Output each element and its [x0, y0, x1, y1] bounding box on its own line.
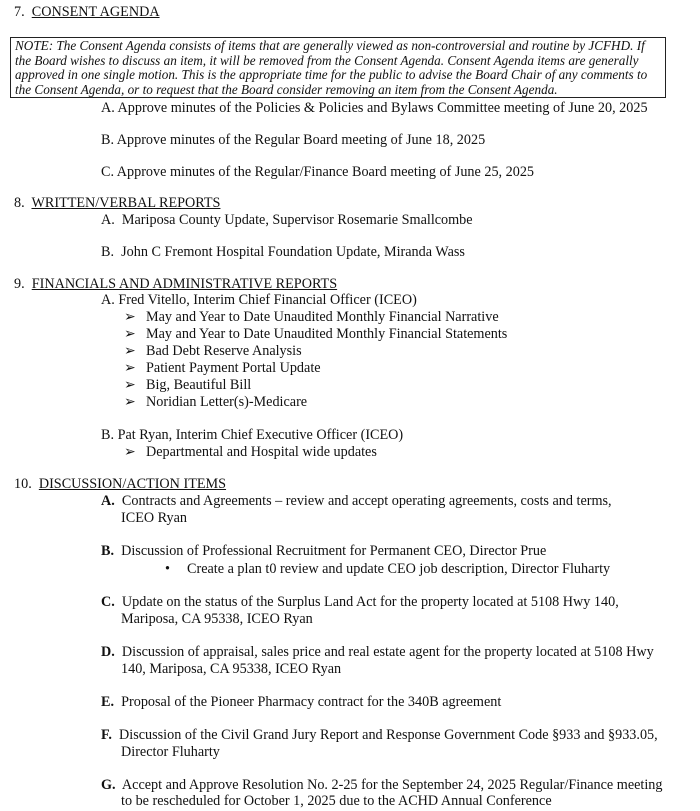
- consent-note-box: [10, 37, 666, 98]
- financial-bullet: ➢ Bad Debt Reserve Analysis: [124, 343, 302, 359]
- section-7-heading: [14, 4, 160, 21]
- item-letter: G.: [101, 777, 116, 793]
- section-title: WRITTEN/VERBAL REPORTS: [31, 195, 221, 211]
- action-item-d-cont: 140, Mariposa, CA 95338, ICEO Ryan: [121, 661, 342, 677]
- action-item-b-sub: • Create a plan t0 review and update CEO job description, Director Fluharty: [165, 561, 611, 577]
- action-item-f: [101, 727, 658, 744]
- arrow-bullet-icon: ➢: [124, 360, 136, 376]
- item-text: Mariposa County Update, Supervisor Rosemarie Smallcombe: [121, 212, 473, 228]
- section-number: 8.: [14, 195, 25, 211]
- financial-item-b: [101, 427, 403, 444]
- item-text: Discussion of Professional Recruitment for Permanent CEO, Director Prue: [121, 543, 547, 559]
- section-8-heading: [14, 195, 220, 212]
- item-text: Contracts and Agreements – review and accept operating agreements, costs and terms,: [121, 493, 612, 509]
- financial-bullet: ➢ May and Year to Date Unaudited Monthly Financial Statements: [124, 326, 508, 342]
- item-letter: C.: [101, 594, 115, 610]
- arrow-bullet-icon: ➢: [124, 377, 136, 393]
- action-item-a: [101, 493, 612, 510]
- item-letter: B.: [101, 244, 115, 260]
- consent-item-a: A. Approve minutes of the Policies & Policies and Bylaws Committee meeting of June 20, 2025: [101, 100, 648, 116]
- arrow-bullet-icon: ➢: [124, 309, 136, 325]
- section-number: 9.: [14, 276, 25, 292]
- financial-bullet: ➢ May and Year to Date Unaudited Monthly Financial Narrative: [124, 309, 499, 325]
- section-number: 10.: [14, 476, 32, 492]
- action-item-f-cont: Director Fluharty: [121, 744, 220, 760]
- item-letter: D.: [101, 644, 115, 660]
- item-letter: F.: [101, 727, 112, 743]
- action-item-b: [101, 543, 546, 560]
- item-text: Pat Ryan, Interim Chief Executive Officer (ICEO): [117, 427, 404, 443]
- arrow-bullet-icon: ➢: [124, 326, 136, 342]
- item-letter: B.: [101, 427, 115, 443]
- section-title: DISCUSSION/ACTION ITEMS: [38, 476, 227, 492]
- item-text: Discussion of the Civil Grand Jury Report and Response Government Code §933 and §933.05,: [119, 727, 658, 743]
- section-10-heading: [14, 476, 226, 493]
- action-item-c: [101, 594, 619, 611]
- action-item-d: [101, 644, 654, 661]
- arrow-bullet-icon: ➢: [124, 394, 136, 410]
- item-text: Discussion of appraisal, sales price and real estate agent for the property located at 5108 Hwy: [121, 644, 654, 660]
- item-letter: A.: [101, 212, 115, 228]
- item-text: Proposal of the Pioneer Pharmacy contract for the 340B agreement: [121, 694, 502, 710]
- item-letter: A.: [101, 493, 115, 509]
- financial-item-a: [101, 292, 417, 309]
- item-letter: B.: [101, 543, 115, 559]
- action-item-e: [101, 694, 501, 711]
- item-text: Fred Vitello, Interim Chief Financial Officer (ICEO): [118, 292, 417, 308]
- section-title: FINANCIALS AND ADMINISTRATIVE REPORTS: [31, 276, 338, 292]
- item-letter: A.: [101, 292, 115, 308]
- action-item-g: [101, 777, 662, 794]
- action-item-g-cont: to be rescheduled for October 1, 2025 due to the ACHD Annual Conference: [121, 793, 552, 809]
- action-item-c-cont: Mariposa, CA 95338, ICEO Ryan: [121, 611, 313, 627]
- consent-note-text: NOTE: The Consent Agenda consists of items that are generally viewed as non-controversial and routine by JCFHD. If the Board wishes to discuss an item, it will be removed from the Consent Agenda. Consent Agenda items are generally approved in one single motion. This is the appropriate time for the public to advise the Board Chair of any comments to the Consent Agenda, or to request that the Board consider removing an item from the Consent Agenda.: [15, 38, 648, 97]
- financial-bullet: ➢ Noridian Letter(s)-Medicare: [124, 394, 308, 410]
- financial-bullet: ➢ Patient Payment Portal Update: [124, 360, 321, 376]
- consent-item-c: C. Approve minutes of the Regular/Finance Board meeting of June 25, 2025: [101, 164, 535, 180]
- arrow-bullet-icon: ➢: [124, 343, 136, 359]
- item-text: Update on the status of the Surplus Land Act for the property located at 5108 Hwy 140,: [121, 594, 619, 610]
- financial-bullet: ➢ Big, Beautiful Bill: [124, 377, 252, 393]
- item-text: Accept and Approve Resolution No. 2-25 for the September 24, 2025 Regular/Finance meeting: [121, 777, 663, 793]
- section-number: 7.: [14, 4, 25, 20]
- bullet-dot-icon: •: [165, 561, 170, 577]
- report-item-a: [101, 212, 473, 229]
- action-item-a-cont: ICEO Ryan: [121, 510, 188, 526]
- financial-bullet: ➢ Departmental and Hospital wide updates: [124, 444, 377, 460]
- item-letter: E.: [101, 694, 115, 710]
- report-item-b: [101, 244, 465, 261]
- section-9-heading: [14, 276, 337, 293]
- section-title: CONSENT AGENDA: [31, 4, 160, 20]
- arrow-bullet-icon: ➢: [124, 444, 136, 460]
- consent-item-b: B. Approve minutes of the Regular Board meeting of June 18, 2025: [101, 132, 486, 148]
- item-text: John C Fremont Hospital Foundation Update, Miranda Wass: [121, 244, 465, 260]
